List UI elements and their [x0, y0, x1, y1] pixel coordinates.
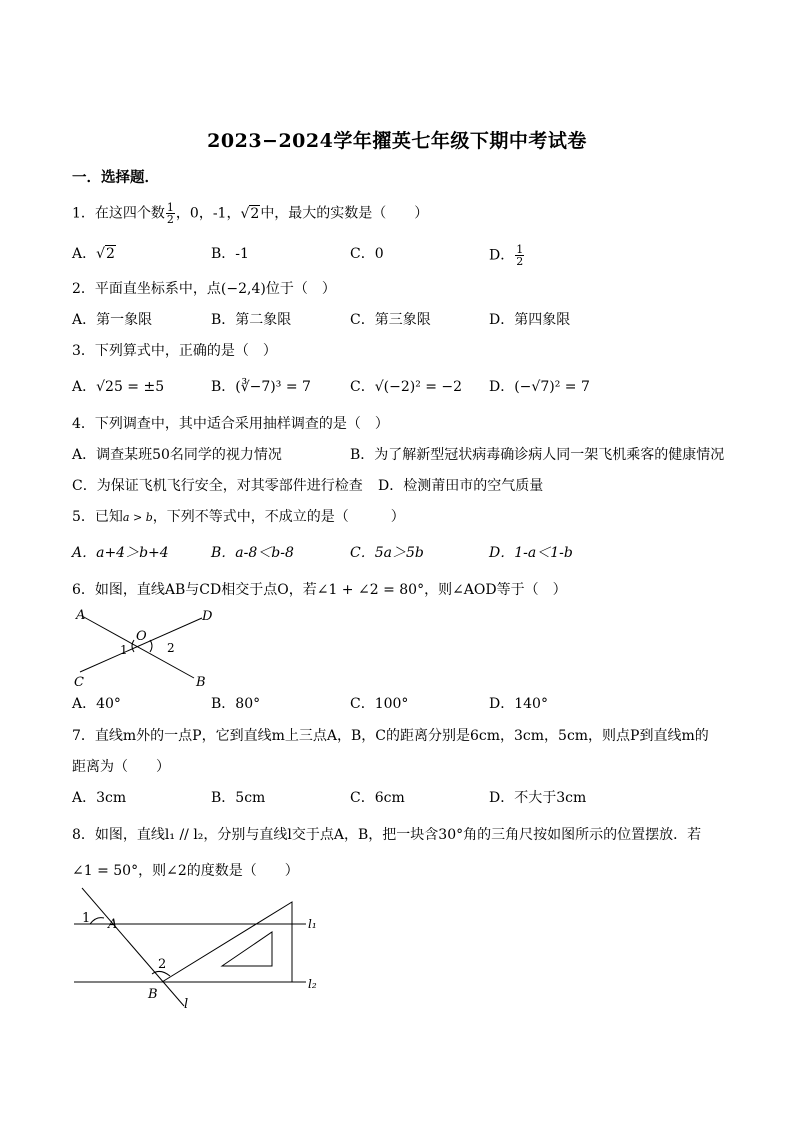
q8-figure — [66, 884, 336, 1014]
q6-figure — [70, 602, 230, 694]
q5-option-b: B．a-8＜b-8 — [211, 545, 294, 561]
q1-fraction: $\frac{1}{2}$ — [166, 201, 174, 226]
question-6: 6．如图，直线AB与CD相交于点O，若∠1 + ∠2 = 80°，则∠AOD等于（ ） — [72, 582, 567, 598]
question-3: 3．下列算式中，正确的是（ ） — [72, 343, 277, 359]
q2-option-c: C．第三象限 — [350, 312, 431, 328]
question-5: 5．已知a > b，下列不等式中，不成立的是（ ） — [72, 509, 405, 525]
question-1 — [72, 202, 428, 225]
label-angle-2: 2 — [158, 957, 167, 972]
q5-option-c: C．5a＞5b — [350, 545, 424, 561]
label-a: A — [108, 917, 118, 932]
q5-condition: a > b — [122, 511, 153, 524]
angle-2-arc — [150, 640, 152, 652]
label-angle-2: 2 — [167, 641, 175, 655]
line-ab — [82, 616, 194, 678]
q5-option-a: A．a+4＞b+4 — [72, 545, 169, 561]
q6-option-c: C．100° — [350, 696, 409, 712]
q7-option-d: D．不大于3cm — [489, 790, 587, 806]
q1-option-b: B．-1 — [211, 246, 249, 262]
label-a: A — [76, 608, 86, 623]
q1-option-c: C．0 — [350, 246, 384, 262]
q2-option-d: D．第四象限 — [489, 312, 571, 328]
question-8-line-1: 8．如图，直线l₁ // l₂，分别与直线l交于点A，B，把一块含30°角的三角尺按如图所示的位置摆放．若 — [72, 827, 702, 843]
q4-option-c: C．为保证飞机飞行安全，对其零部件进行检查 — [72, 478, 363, 494]
label-l: l — [184, 997, 189, 1012]
q5-option-d: D．1-a＜1-b — [489, 545, 573, 561]
q1-option-a: A．√2 — [72, 246, 115, 262]
triangle-ruler-inner — [222, 932, 272, 966]
q1-mid: ，0，-1， — [175, 205, 241, 222]
line-l — [82, 888, 184, 1006]
page-title: 2023−2024学年擢英七年级下期中考试卷 — [207, 130, 587, 152]
label-l1: l₁ — [308, 917, 317, 931]
label-d: D — [202, 609, 213, 624]
q3-option-c: C．√(−2)² = −2 — [350, 379, 463, 395]
q7-option-a: A．3cm — [72, 790, 127, 806]
label-angle-1: 1 — [82, 911, 91, 926]
q7-option-c: C．6cm — [350, 790, 405, 806]
q1-suffix: 中，最大的实数是（ ） — [260, 205, 429, 222]
q2-option-a: A．第一象限 — [72, 312, 153, 328]
label-angle-1: 1 — [120, 643, 128, 657]
q7-option-b: B．5cm — [211, 790, 266, 806]
q4-option-a: A．调查某班50名同学的视力情况 — [72, 447, 282, 463]
label-o: O — [136, 629, 147, 644]
q1-sqrt: √2 — [240, 205, 260, 222]
section-heading: 一．选择题． — [72, 169, 159, 186]
q1-option-d: D． $\frac{1}{2}$ — [489, 243, 524, 268]
angle-1-arc — [132, 640, 134, 652]
q2-point: (−2,4) — [220, 281, 266, 297]
angle-1-arc — [90, 918, 104, 924]
question-7-line-1: 7．直线m外的一点P，它到直线m上三点A，B，C的距离分别是6cm，3cm，5cm，则点P到直线m的 — [72, 728, 709, 744]
label-b: B — [148, 987, 158, 1002]
q6-option-b: B．80° — [211, 696, 261, 712]
label-c: C — [74, 675, 84, 690]
q1-prefix: 1．在这四个数 — [72, 205, 165, 222]
q4-option-d: D．检测莆田市的空气质量 — [378, 478, 544, 494]
q4-option-b: B．为了解新型冠状病毒确诊病人同一架飞机乘客的健康情况 — [350, 447, 725, 463]
q2-option-b: B．第二象限 — [211, 312, 292, 328]
q3-option-b: B．(∛−7)³ = 7 — [211, 379, 311, 395]
question-4: 4．下列调查中，其中适合采用抽样调查的是（ ） — [72, 416, 389, 432]
question-2: 2．平面直坐标系中，点(−2,4)位于（ ） — [72, 281, 336, 297]
line-cd — [80, 618, 202, 672]
q6-option-a: A．40° — [72, 696, 121, 712]
question-7-line-2: 距离为（ ） — [72, 759, 170, 775]
label-l2: l₂ — [308, 977, 317, 991]
q3-option-d: D．(−√7)² = 7 — [489, 379, 590, 395]
label-b: B — [196, 675, 206, 690]
angle-2-arc — [152, 971, 170, 976]
q6-option-d: D．140° — [489, 696, 548, 712]
q3-option-a: A．√25 = ±5 — [72, 379, 165, 395]
question-8-line-2: ∠1 = 50°，则∠2的度数是（ ） — [72, 863, 299, 879]
